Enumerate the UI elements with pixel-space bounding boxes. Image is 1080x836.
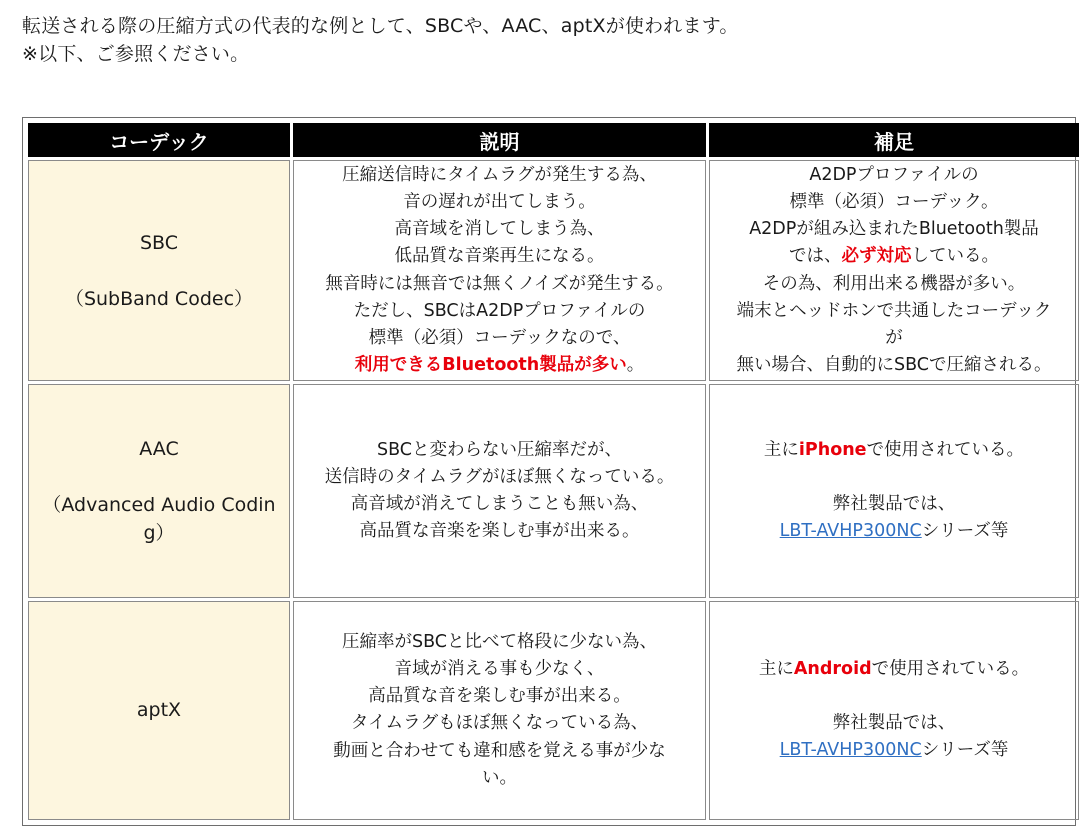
description-line: 高品質な音楽を楽しむ事が出来る。 <box>359 521 640 542</box>
codec-full-name: （SubBand Codec） <box>64 287 254 310</box>
description-line: 音の遅れが出てしまう。 <box>403 192 596 213</box>
header-codec: コーデック <box>28 123 290 157</box>
codec-table-frame <box>22 117 1076 826</box>
supplement-line: 無い場合、自動的にSBCで圧縮される。 <box>736 355 1052 376</box>
codec-cell-aptx <box>28 601 290 820</box>
description-line: 高品質な音を楽しむ事が出来る。 <box>368 686 631 707</box>
highlight-text: iPhone <box>798 439 867 460</box>
header-supplement: 補足 <box>709 123 1079 157</box>
table-row-sbc <box>28 160 1079 381</box>
supplement-line: が <box>885 328 903 349</box>
intro-text <box>22 12 739 68</box>
supplement-company-line: 弊社製品では、 <box>832 493 956 514</box>
highlight-text: 必ず対応 <box>841 246 912 267</box>
supplement-company-line: 弊社製品では、 <box>832 713 956 734</box>
table-header-row <box>28 123 1079 157</box>
description-line: 高音域を消してしまう為、 <box>394 219 605 240</box>
description-cell-aptx <box>293 601 706 820</box>
description-line: 標準（必須）コーデックなので、 <box>368 328 631 349</box>
highlight-text: 利用できるBluetooth製品が多い <box>354 355 627 376</box>
description-highlight-line <box>298 352 701 379</box>
supplement-cell-aptx <box>709 601 1079 820</box>
supplement-link-line <box>714 737 1074 764</box>
description-cell-aac <box>293 384 706 597</box>
supplement-cell-sbc <box>709 160 1079 381</box>
description-line: 低品質な音楽再生になる。 <box>394 246 605 267</box>
supplement-line-pre: 主に <box>763 439 799 460</box>
supplement-line-post: している。 <box>911 246 999 267</box>
table-row-aptx <box>28 601 1079 820</box>
supplement-line: 端末とヘッドホンで共通したコーデック <box>736 300 1052 321</box>
codec-cell-aac <box>28 384 290 597</box>
description-line: SBCと変わらない圧縮率だが、 <box>376 439 623 460</box>
description-line: タイムラグもほぼ無くなっている為、 <box>350 713 649 734</box>
highlight-tail: 。 <box>626 355 645 376</box>
description-line: 圧縮送信時にタイムラグが発生する為、 <box>342 164 657 185</box>
description-line: 送信時のタイムラグがほぼ無くなっている。 <box>324 466 675 487</box>
description-line: 音域が消える事も少なく、 <box>394 658 605 679</box>
description-line: い。 <box>482 767 517 788</box>
supplement-line <box>714 437 1074 464</box>
supplement-line-pre: 主に <box>758 659 794 680</box>
supplement-line: A2DPが組み込まれたBluetooth製品 <box>749 219 1039 240</box>
supplement-line <box>714 656 1074 683</box>
description-line: ただし、SBCはA2DPプロファイルの <box>353 300 646 321</box>
description-line: 高音域が消えてしまうことも無い為、 <box>350 493 649 514</box>
codec-full-name-wrap: g） <box>143 521 175 544</box>
product-link[interactable]: LBT-AVHP300NC <box>779 521 922 542</box>
supplement-link-line <box>714 518 1074 545</box>
table-row-aac <box>28 384 1079 597</box>
intro-line-1: 転送される際の圧縮方式の代表的な例として、SBCや、AAC、aptXが使われます。 <box>22 15 739 37</box>
supplement-line-post: で使用されている。 <box>871 659 1030 680</box>
codec-name: AAC <box>139 437 179 460</box>
supplement-line-pre: では、 <box>789 246 842 267</box>
description-line: 圧縮率がSBCと比べて格段に少ない為、 <box>341 631 658 652</box>
supplement-line-post: で使用されている。 <box>866 439 1025 460</box>
codec-name: aptX <box>136 699 182 722</box>
codec-full-name: （Advanced Audio Codin <box>42 493 276 516</box>
link-tail: シリーズ等 <box>921 740 1009 761</box>
supplement-cell-aac <box>709 384 1079 597</box>
header-description: 説明 <box>293 123 706 157</box>
description-line: 無音時には無音では無くノイズが発生する。 <box>325 273 674 294</box>
supplement-line: その為、利用出来る機器が多い。 <box>762 273 1026 294</box>
description-cell-sbc <box>293 160 706 381</box>
product-link[interactable]: LBT-AVHP300NC <box>779 740 922 761</box>
intro-line-2: ※以下、ご参照ください。 <box>22 43 250 65</box>
codec-cell-sbc <box>28 160 290 381</box>
supplement-line: 標準（必須）コーデック。 <box>789 192 999 213</box>
description-line: 動画と合わせても違和感を覚える事が少な <box>333 740 666 761</box>
supplement-line <box>714 243 1074 270</box>
codec-comparison-table <box>25 120 1080 823</box>
supplement-line: A2DPプロファイルの <box>809 164 979 185</box>
codec-name: SBC <box>139 231 179 254</box>
highlight-text: Android <box>793 659 872 680</box>
link-tail: シリーズ等 <box>921 521 1009 542</box>
